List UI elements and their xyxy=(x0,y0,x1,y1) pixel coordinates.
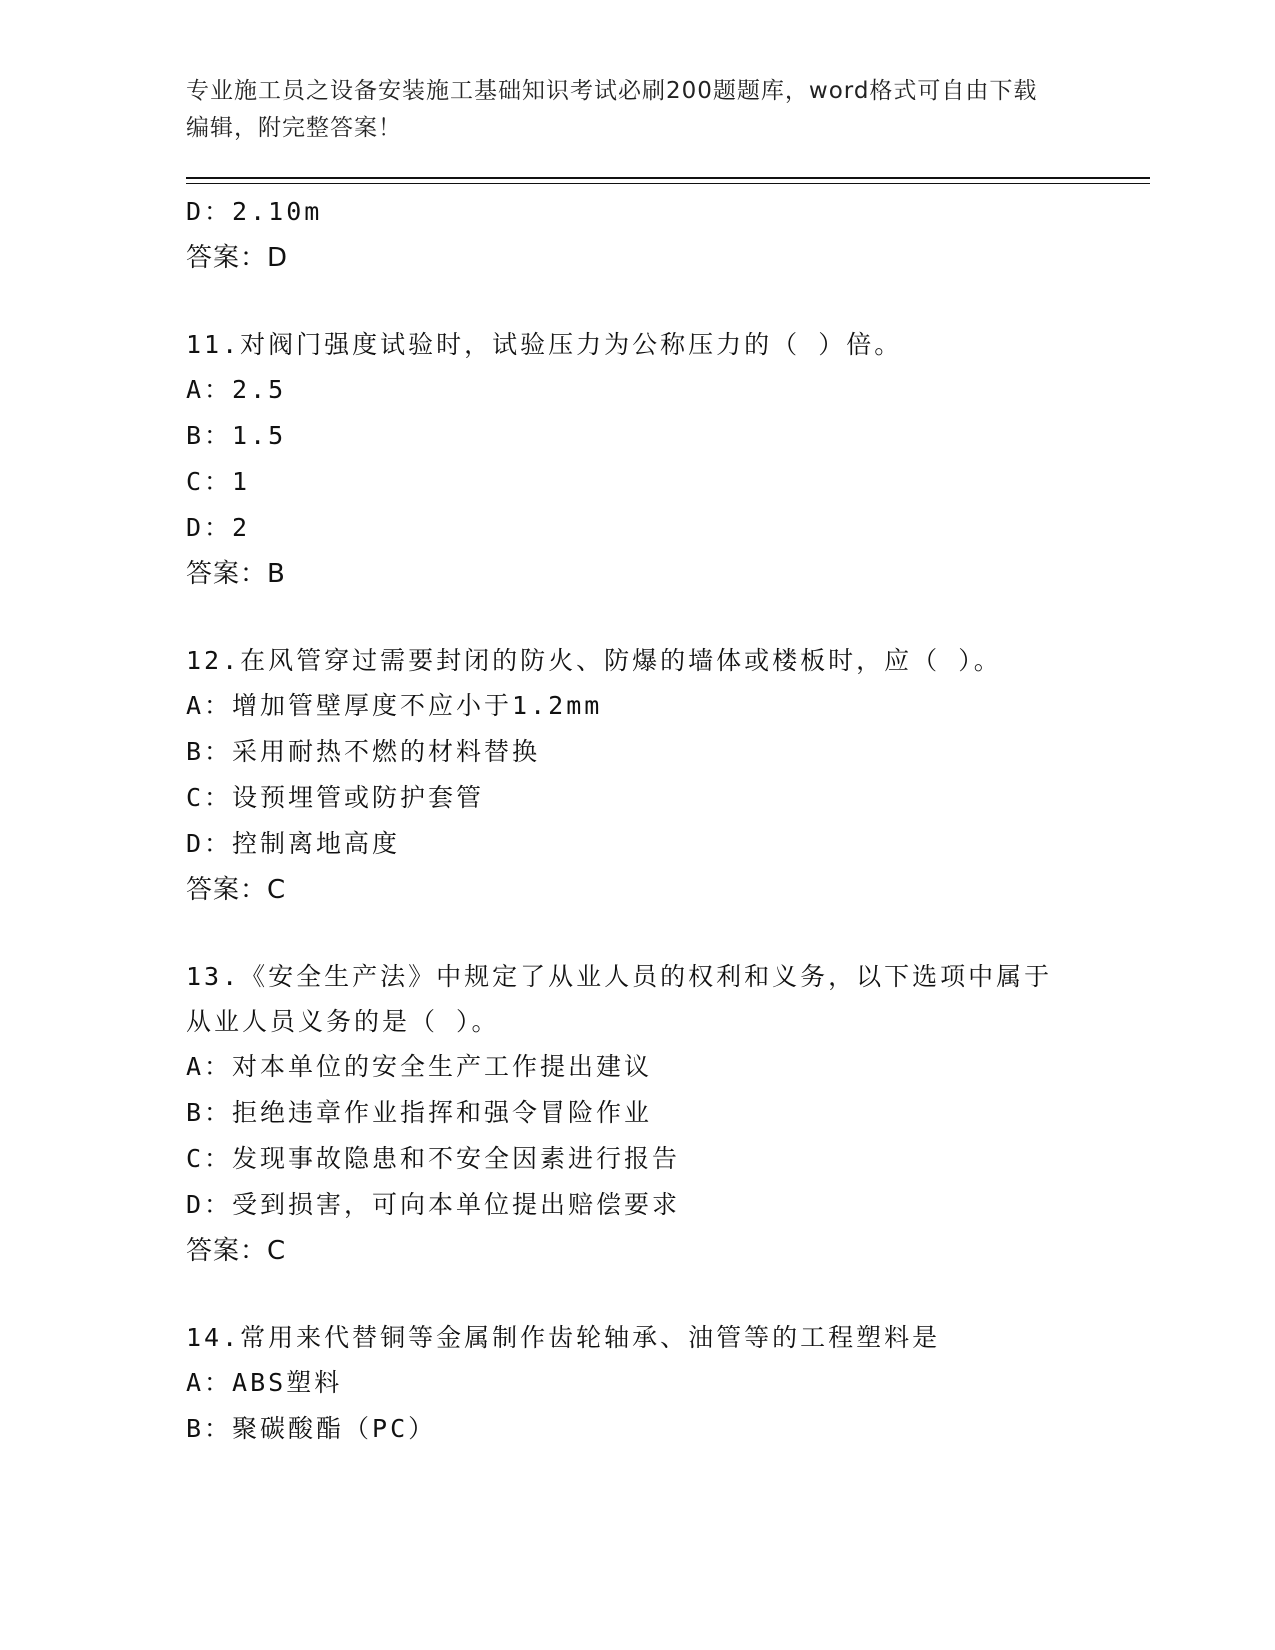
header-divider-thin xyxy=(186,183,1150,184)
question-text-line-2: 从业人员义务的是（ ）。 xyxy=(186,1007,500,1036)
option-c: C：设预埋管或防护套管 xyxy=(186,783,485,812)
option-a: A：增加管壁厚度不应小于1.2mm xyxy=(186,691,603,720)
question-text-line-1: 13.《安全生产法》中规定了从业人员的权利和义务，以下选项中属于 xyxy=(186,962,1053,991)
option-c: C：发现事故隐患和不安全因素进行报告 xyxy=(186,1144,681,1173)
answer-line: 答案：B xyxy=(186,559,286,589)
option-a: A：ABS塑料 xyxy=(186,1368,343,1397)
spacer xyxy=(186,281,1086,322)
spacer xyxy=(186,913,1086,954)
option-a: A：2.5 xyxy=(186,375,287,404)
question-text: 12.在风管穿过需要封闭的防火、防爆的墙体或楼板时，应（ ）。 xyxy=(186,646,1002,675)
header-divider-thick xyxy=(186,177,1150,179)
spacer xyxy=(186,1274,1086,1315)
question-12 xyxy=(186,638,1086,913)
answer-line: 答案：D xyxy=(186,243,289,273)
option-c: C：1 xyxy=(186,467,251,496)
question-text: 11.对阀门强度试验时，试验压力为公称压力的（ ）倍。 xyxy=(186,330,903,359)
spacer xyxy=(186,597,1086,638)
option-b: B：采用耐热不燃的材料替换 xyxy=(186,737,541,766)
option-d: D：2 xyxy=(186,513,251,542)
question-13 xyxy=(186,954,1086,1274)
header-line-1: 专业施工员之设备安装施工基础知识考试必刷200题题库，word格式可自由下载 xyxy=(186,78,1038,104)
question-text: 14.常用来代替铜等金属制作齿轮轴承、油管等的工程塑料是 xyxy=(186,1323,941,1352)
option-a: A：对本单位的安全生产工作提出建议 xyxy=(186,1052,653,1081)
question-14 xyxy=(186,1315,1086,1452)
option-b: B：聚碳酸酯（PC） xyxy=(186,1414,437,1443)
answer-line: 答案：C xyxy=(186,875,287,905)
answer-line: 答案：C xyxy=(186,1236,287,1266)
question-11 xyxy=(186,322,1086,597)
option-d: D：2.10m xyxy=(186,197,323,226)
option-d: D：受到损害，可向本单位提出赔偿要求 xyxy=(186,1190,681,1219)
previous-question-tail xyxy=(186,189,1086,281)
document-header xyxy=(186,73,1066,147)
option-d: D：控制离地高度 xyxy=(186,829,401,858)
option-b: B：拒绝违章作业指挥和强令冒险作业 xyxy=(186,1098,653,1127)
question-content xyxy=(186,189,1086,1452)
header-line-2: 编辑，附完整答案！ xyxy=(186,115,402,141)
option-b: B：1.5 xyxy=(186,421,287,450)
